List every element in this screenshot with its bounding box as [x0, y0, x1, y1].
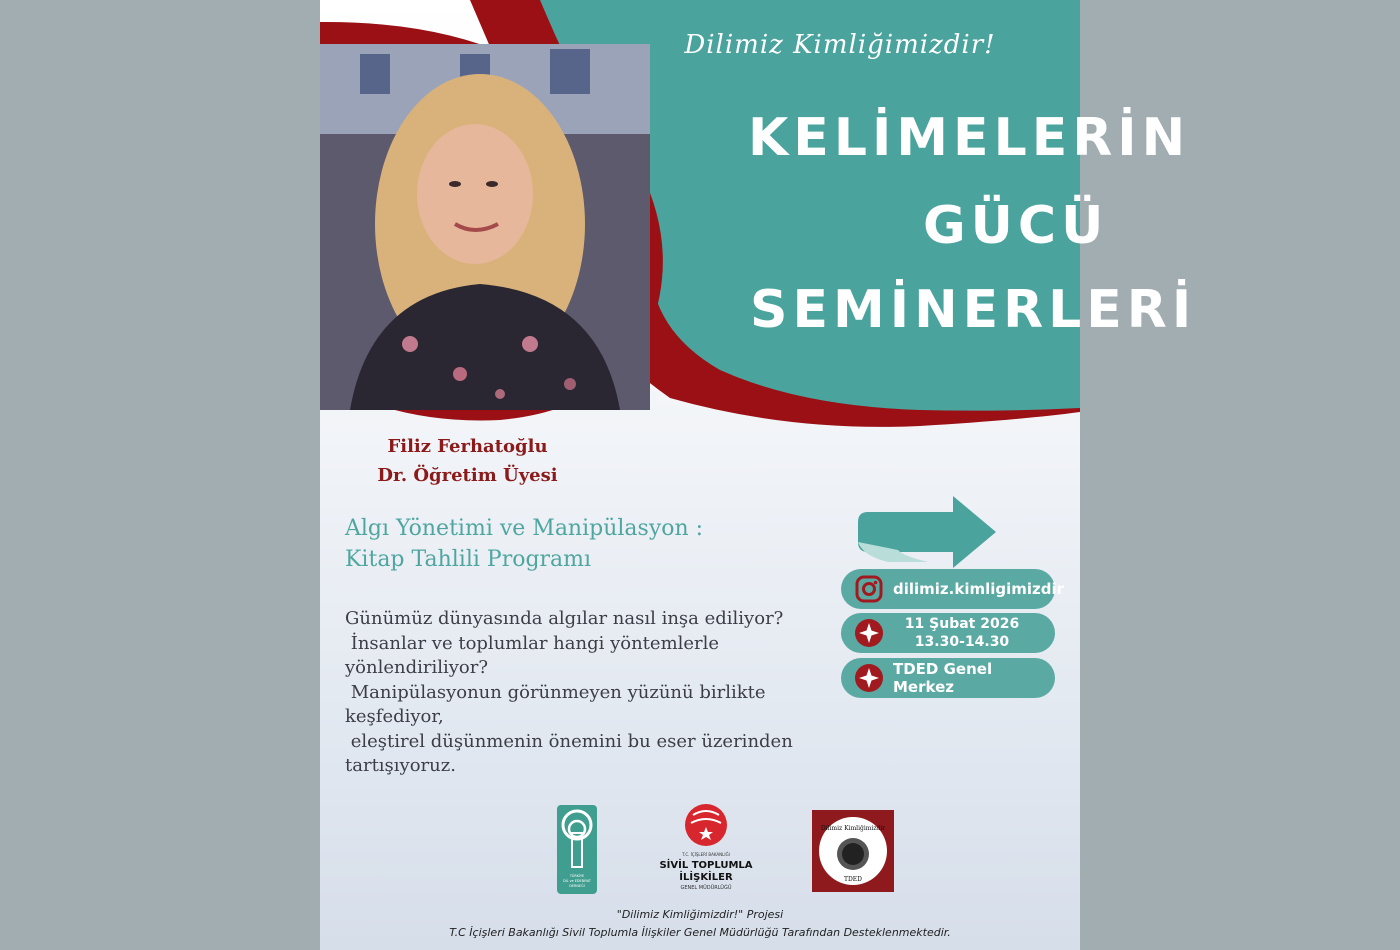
description-line: İnsanlar ve toplumlar hangi yöntemlerle — [345, 632, 720, 654]
description-line: eleştirel düşünmenin önemini bu eser üzerinden — [345, 730, 793, 752]
project-logo — [812, 810, 894, 892]
description-line: keşfediyor, — [345, 706, 444, 727]
speaker-photo — [320, 44, 650, 410]
event-time: 13.30-14.30 — [914, 634, 1010, 650]
description-line: Manipülasyonun görünmeyen yüzünü birlikte — [345, 681, 766, 703]
footer-project-line: "Dilimiz Kimliğimizdir!" Projesi — [616, 908, 784, 921]
slogan-text: Dilimiz Kimliğimizdir! — [684, 30, 996, 60]
speaker-title: Dr. Öğretim Üyesi — [377, 465, 558, 486]
stgm-logo — [659, 803, 753, 893]
event-date-time — [841, 613, 1055, 653]
star-icon — [855, 664, 883, 692]
event-location — [841, 658, 1055, 698]
tded-logo — [557, 805, 597, 894]
instagram-handle[interactable] — [841, 569, 1065, 609]
svg-text:T.C. İÇİŞLERİ BAKANLIĞI: T.C. İÇİŞLERİ BAKANLIĞI — [682, 852, 730, 857]
svg-text:İLİŞKİLER: İLİŞKİLER — [679, 872, 733, 883]
svg-text:TDED: TDED — [843, 876, 863, 883]
svg-text:GENEL MÜDÜRLÜĞÜ: GENEL MÜDÜRLÜĞÜ — [680, 885, 732, 891]
svg-text:DİL ve EDEBİYAT: DİL ve EDEBİYAT — [563, 879, 591, 883]
svg-text:DERNEĞİ: DERNEĞİ — [569, 884, 585, 888]
speaker-name: Filiz Ferhatoğlu — [387, 436, 548, 457]
arrow-right-icon — [858, 496, 998, 568]
program-title-line-1: Algı Yönetimi ve Manipülasyon : — [345, 516, 704, 541]
seminar-poster — [320, 0, 1197, 950]
instagram-icon — [855, 575, 883, 603]
program-description — [345, 607, 825, 779]
event-date: 11 Şubat 2026 — [904, 616, 1020, 632]
program-title-line-2: Kitap Tahlili Programı — [345, 547, 592, 572]
title-line-3: SEMİNERLERİ — [750, 280, 1197, 340]
description-line: yönlendiriliyor? — [345, 657, 489, 678]
title-line-1: KELİMELERİN — [748, 108, 1191, 168]
speaker-portrait-illustration — [320, 44, 650, 410]
svg-text:TÜRKİYE: TÜRKİYE — [569, 874, 585, 878]
title-line-2: GÜCÜ — [923, 196, 1109, 256]
star-icon — [855, 619, 883, 647]
svg-text:SİVİL TOPLUMLA: SİVİL TOPLUMLA — [659, 860, 753, 871]
footer-support-line: T.C İçişleri Bakanlığı Sivil Toplumla İlişkiler Genel Müdürlüğü Tarafından Desteklenmektedir. — [449, 926, 951, 939]
description-line: Günümüz dünyasında algılar nasıl inşa ediliyor? — [345, 608, 784, 629]
svg-text:Dilimiz Kimliğimizdir: Dilimiz Kimliğimizdir — [820, 825, 886, 832]
description-line: tartışıyoruz. — [345, 755, 456, 776]
event-location-text: TDED Genel Merkez — [893, 660, 993, 696]
instagram-handle-text: dilimiz.kimligimizdir — [893, 580, 1065, 598]
